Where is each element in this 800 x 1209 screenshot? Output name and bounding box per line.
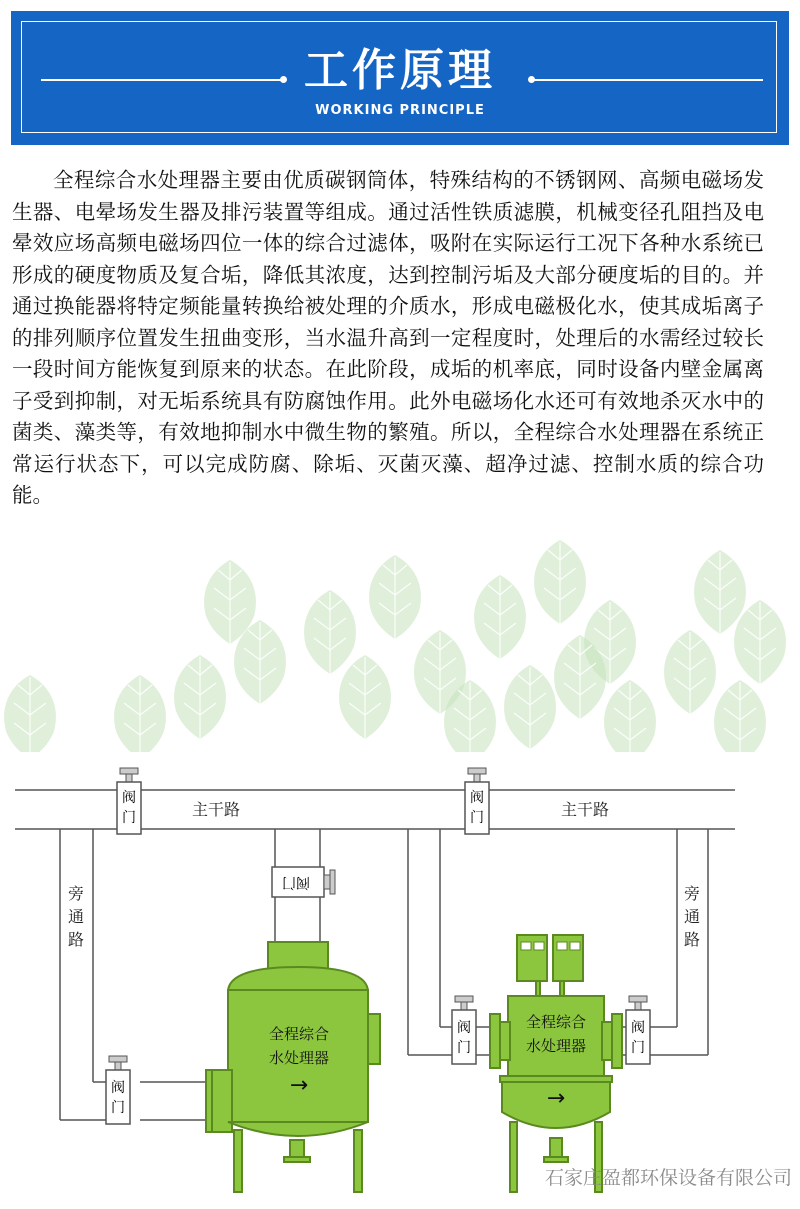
installation-diagram [0, 752, 800, 1209]
bypass-char: 旁 [67, 884, 85, 903]
leaf-pattern [4, 540, 786, 752]
valve-top-left [117, 768, 141, 834]
left-flow-arrow: → [289, 1073, 309, 1098]
bypass-char: 旁 [683, 884, 701, 903]
left-unit-label-1: 全程综合 [268, 1025, 330, 1043]
leaf-background [0, 520, 800, 752]
svg-text:门: 门 [457, 1040, 471, 1056]
bypass-char: 路 [683, 930, 701, 949]
valve-right-outlet [626, 996, 650, 1064]
valve-vertical-left [272, 867, 335, 897]
right-unit-label-2: 水处理器 [525, 1037, 587, 1055]
bypass-char: 通 [683, 907, 701, 926]
svg-text:门: 门 [122, 810, 136, 826]
page-title: 工作原理 [304, 45, 496, 96]
left-unit-label-2: 水处理器 [268, 1049, 330, 1067]
company-watermark: 石家庄盈都环保设备有限公司 [544, 1167, 792, 1189]
valve-right-inlet [452, 996, 476, 1064]
svg-text:门: 门 [470, 810, 484, 826]
right-flow-arrow: → [546, 1086, 566, 1111]
right-treatment-unit [490, 935, 622, 1192]
svg-text:阀: 阀 [470, 790, 484, 806]
svg-text:门: 门 [631, 1040, 645, 1056]
main-pipe-label-left: 主干路 [192, 800, 241, 819]
main-pipe-label-right: 主干路 [561, 800, 610, 819]
bypass-char: 路 [67, 930, 85, 949]
valve-bottom-left [106, 1056, 130, 1124]
page-subtitle: WORKING PRINCIPLE [315, 103, 485, 118]
svg-text:阀门: 阀门 [282, 874, 310, 890]
svg-text:阀: 阀 [457, 1020, 471, 1036]
header-banner [11, 11, 789, 145]
svg-text:门: 门 [111, 1100, 125, 1116]
svg-text:阀: 阀 [122, 790, 136, 806]
left-bypass-label [68, 884, 84, 949]
left-treatment-unit [206, 942, 380, 1192]
right-unit-label-1: 全程综合 [525, 1013, 587, 1031]
principle-description: 全程综合水处理器主要由优质碳钢筒体，特殊结构的不锈钢网、高频电磁场发生器、电晕场发生器及排污装置等组成。通过活性铁质滤膜，机械变径孔阻挡及电晕效应场高频电磁场四位一体的综合过滤体，吸附在实际运行工况下各种水系统已形成的硬度物质及复合垢，降低其浓度，达到控制污垢及大部分硬度垢的目的。并通过换能器将特定频能量转换给被处理的介质水，形成电磁极化水，使其成垢离子的排列顺序位置发生扭曲变形，当水温升高到一定程度时，处理后的水需经过较长一段时间方能恢复到原来的状态。在此阶段，成垢的机率底，同时设备内壁金属离子受到抑制，对无垢系统具有防腐蚀作用。此外电磁场化水还可有效地杀灭水中的菌类、藻类等，有效地抑制水中微生物的繁殖。所以，全程综合水处理器在系统正常运行状态下，可以完成防腐、除垢、灭菌灭藻、超净过滤、控制水质的综合功能。 [12, 168, 764, 507]
svg-text:阀: 阀 [111, 1080, 125, 1096]
bypass-char: 通 [67, 907, 85, 926]
right-bypass-label [684, 884, 700, 949]
valve-top-right [465, 768, 489, 834]
svg-text:阀: 阀 [631, 1020, 645, 1036]
